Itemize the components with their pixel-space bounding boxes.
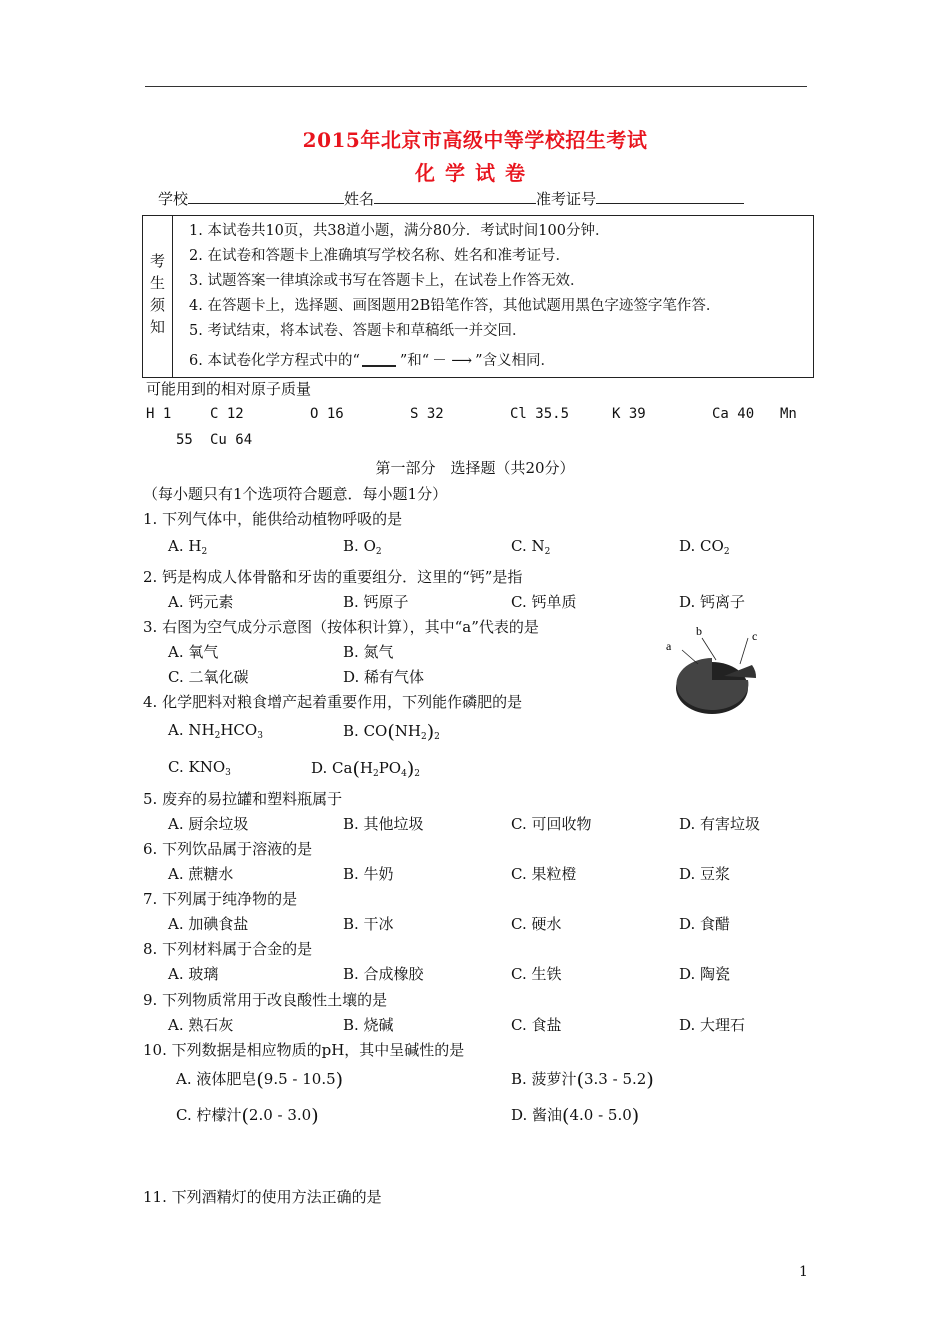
option-d[interactable]: D. 稀有气体 xyxy=(343,668,425,686)
atomic-mass: K 39 xyxy=(612,406,646,422)
header-rule xyxy=(145,86,807,87)
option-a[interactable]: A. 蔗糖水 xyxy=(168,865,234,883)
question-stem: 3. 右图为空气成分示意图（按体积计算），其中“a”代表的是 xyxy=(143,618,539,636)
question-stem: 9. 下列物质常用于改良酸性土壤的是 xyxy=(143,991,388,1009)
atomic-mass-heading: 可能用到的相对原子质量 xyxy=(146,380,312,398)
question-stem: 6. 下列饮品属于溶液的是 xyxy=(143,840,313,858)
notice-item: 2. 在试卷和答题卡上准确填写学校名称、姓名和准考证号． xyxy=(189,248,570,264)
id-field[interactable] xyxy=(596,189,744,204)
option-a[interactable]: A. 氧气 xyxy=(168,643,219,661)
question-stem: 8. 下列材料属于合金的是 xyxy=(143,940,313,958)
option-a[interactable]: A. $H_2$ xyxy=(168,537,208,557)
arrow-symbol: － ⟶ xyxy=(432,353,473,369)
option-b[interactable]: B. 其他垃圾 xyxy=(343,815,424,833)
notice-item: 4. 在答题卡上，选择题、画图题用2B铅笔作答，其他试题用黑色字迹签字笔作答． xyxy=(189,298,721,314)
pie-label-b: b xyxy=(696,624,702,638)
name-field[interactable] xyxy=(374,189,536,204)
option-b[interactable]: B. 合成橡胶 xyxy=(343,965,424,983)
option-b[interactable]: B. 菠萝汁(3.3 - 5.2) xyxy=(511,1069,654,1091)
question-stem: 7. 下列属于纯净物的是 xyxy=(143,890,298,908)
exam-notice-box xyxy=(142,215,814,378)
equals-symbol xyxy=(362,356,396,367)
notice-label: 考生须知 xyxy=(143,216,173,377)
atomic-mass: Mn xyxy=(780,406,797,422)
option-c[interactable]: C. $N_2$ xyxy=(511,537,551,557)
option-c[interactable]: C. $KNO_3$ xyxy=(168,758,231,778)
option-a[interactable]: A. 液体肥皂(9.5 - 10.5) xyxy=(176,1069,344,1091)
atomic-mass: Cl 35.5 xyxy=(510,406,570,422)
option-a[interactable]: A. 加碘食盐 xyxy=(168,915,249,933)
option-a[interactable]: A. $NH_2HCO_3$ xyxy=(168,721,263,741)
option-b[interactable]: B. 钙原子 xyxy=(343,593,409,611)
notice-item-6: 6. 本试卷化学方程式中的“ ”和“ － ⟶ ”含义相同． xyxy=(189,353,556,369)
option-d[interactable]: D. 酱油(4.0 - 5.0) xyxy=(511,1105,640,1127)
option-a[interactable]: A. 钙元素 xyxy=(168,593,234,611)
atomic-mass: C 12 xyxy=(210,406,244,422)
option-b[interactable]: B. $CO(NH_2)_2$ xyxy=(343,721,440,743)
question-stem: 10. 下列数据是相应物质的pH，其中呈碱性的是 xyxy=(143,1041,465,1059)
option-b[interactable]: B. 干冰 xyxy=(343,915,394,933)
option-d[interactable]: D. 有害垃圾 xyxy=(679,815,761,833)
option-c[interactable]: C. 食盐 xyxy=(511,1016,562,1034)
option-d[interactable]: D. $Ca(H_2PO_4)_2$ xyxy=(311,758,420,780)
exam-subject: 化学试卷 xyxy=(415,161,535,185)
option-d[interactable]: D. 豆浆 xyxy=(679,865,731,883)
atomic-mass: O 16 xyxy=(310,406,344,422)
atomic-mass: 55 xyxy=(176,432,193,448)
question-stem: 1. 下列气体中，能供给动植物呼吸的是 xyxy=(143,510,403,528)
school-label: 学校 xyxy=(158,190,189,208)
option-c[interactable]: C. 生铁 xyxy=(511,965,562,983)
option-d[interactable]: D. 食醋 xyxy=(679,915,731,933)
atomic-mass: S 32 xyxy=(410,406,444,422)
atomic-mass: H 1 xyxy=(146,406,172,422)
option-c[interactable]: C. 柠檬汁(2.0 - 3.0) xyxy=(176,1105,319,1127)
option-d[interactable]: D. 钙离子 xyxy=(679,593,746,611)
id-label: 准考证号 xyxy=(536,190,597,208)
option-c[interactable]: C. 硬水 xyxy=(511,915,562,933)
atomic-mass: Cu 64 xyxy=(210,432,253,448)
notice-item: 1. 本试卷共10页，共38道小题，满分80分．考试时间100分钟． xyxy=(189,223,610,239)
section-instruction: （每小题只有1个选项符合题意．每小题1分） xyxy=(143,485,448,503)
notice-item: 3. 试题答案一律填涂或书写在答题卡上，在试卷上作答无效． xyxy=(189,273,585,289)
option-d[interactable]: D. 陶瓷 xyxy=(679,965,731,983)
option-b[interactable]: B. 牛奶 xyxy=(343,865,394,883)
option-b[interactable]: B. $O_2$ xyxy=(343,537,382,557)
page-number: 1 xyxy=(799,1264,808,1280)
question-stem: 4. 化学肥料对粮食增产起着重要作用，下列能作磷肥的是 xyxy=(143,693,523,711)
section-heading: 第一部分 选择题（共20分） xyxy=(375,459,575,477)
air-composition-pie-figure xyxy=(660,620,770,720)
option-b[interactable]: B. 烧碱 xyxy=(343,1016,394,1034)
option-a[interactable]: A. 厨余垃圾 xyxy=(168,815,249,833)
option-d[interactable]: D. 大理石 xyxy=(679,1016,746,1034)
exam-title: 2015年北京市高级中等学校招生考试 xyxy=(302,128,648,152)
school-field[interactable] xyxy=(188,189,344,204)
pie-label-a: a xyxy=(666,639,672,653)
notice-item: 5. 考试结束，将本试卷、答题卡和草稿纸一并交回． xyxy=(189,323,527,339)
name-label: 姓名 xyxy=(344,190,375,208)
option-c[interactable]: C. 可回收物 xyxy=(511,815,592,833)
question-stem: 11. 下列酒精灯的使用方法正确的是 xyxy=(143,1188,382,1206)
atomic-mass: Ca 40 xyxy=(712,406,755,422)
option-a[interactable]: A. 玻璃 xyxy=(168,965,219,983)
pie-label-c: c xyxy=(752,629,758,643)
option-c[interactable]: C. 钙单质 xyxy=(511,593,577,611)
question-stem: 5. 废弃的易拉罐和塑料瓶属于 xyxy=(143,790,343,808)
option-a[interactable]: A. 熟石灰 xyxy=(168,1016,234,1034)
option-b[interactable]: B. 氮气 xyxy=(343,643,394,661)
option-c[interactable]: C. 果粒橙 xyxy=(511,865,577,883)
option-c[interactable]: C. 二氧化碳 xyxy=(168,668,249,686)
student-info-row xyxy=(158,188,744,209)
option-d[interactable]: D. $CO_2$ xyxy=(679,537,730,557)
question-stem: 2. 钙是构成人体骨骼和牙齿的重要组分．这里的“钙”是指 xyxy=(143,568,523,586)
